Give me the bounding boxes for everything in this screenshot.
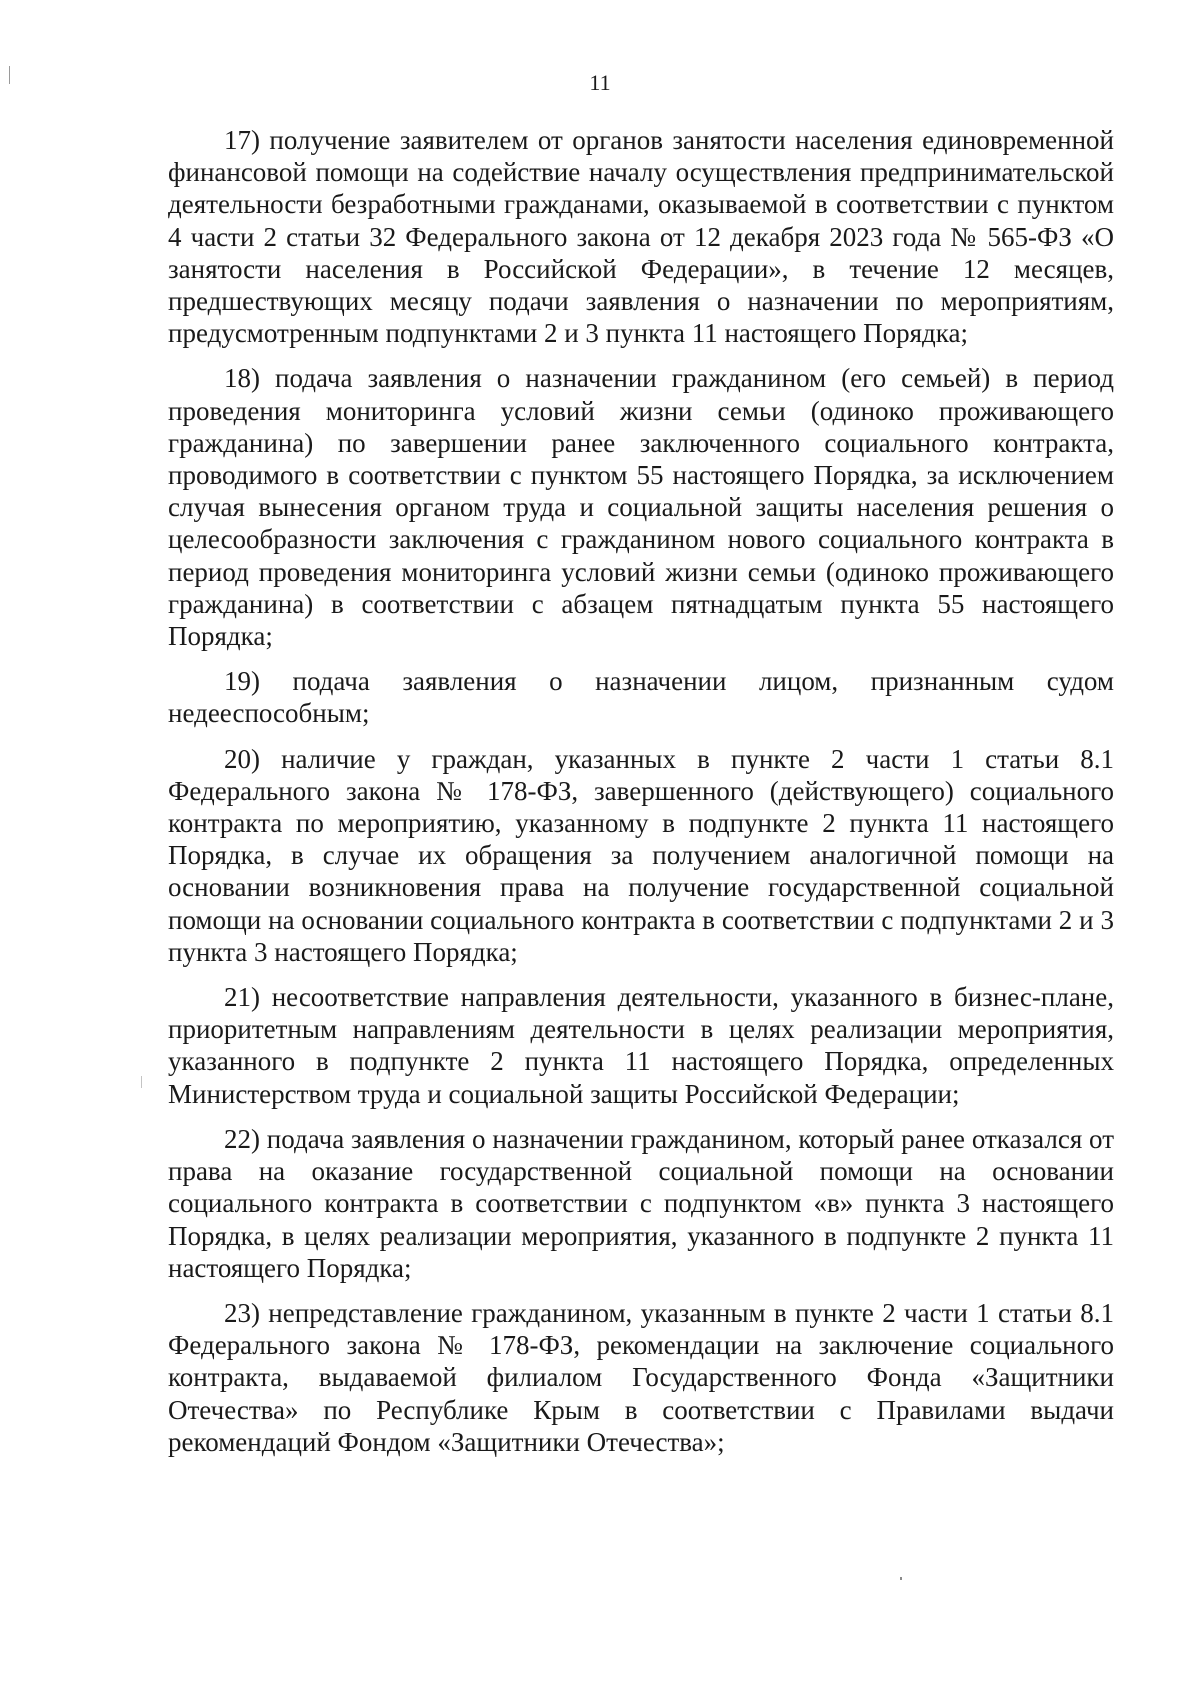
paragraph-item-21: 21) несоответствие направления деятельности, указанного в бизнес-плане, приоритетным направлениям деятельности в целях реализации мероприятия, указанного в подпункте 2 пункта 11 настоящего Порядка, определенных Министерством труда и социальной защиты Российской Федерации; xyxy=(168,982,1114,1109)
paragraph-item-20: 20) наличие у граждан, указанных в пункте 2 части 1 статьи 8.1 Федерального закона № 178-ФЗ, завершенного (действующего) социального контракта по мероприятию, указанному в подпункте 2 пункта 11 настоящего Порядка, в случае их обращения за получением аналогичной помощи на основании возникновения права на получение государственной социальной помощи на основании социального контракта в соответствии с подпунктами 2 и 3 пункта 3 настоящего Порядка; xyxy=(168,743,1114,967)
scan-artifact-mark xyxy=(141,1076,142,1088)
paragraph-item-19: 19) подача заявления о назначении лицом, признанным судом недееспособным; xyxy=(168,666,1114,729)
paragraph-item-17: 17) получение заявителем от органов занятости населения единовременной финансовой помощи на содействие началу осуществления предпринимательской деятельности безработными гражданами, оказываемой в соответствии с пунктом 4 части 2 статьи 32 Федерального закона от 12 декабря 2023 года № 565-ФЗ «О занятости населения в Российской Федерации», в течение 12 месяцев, предшествующих месяцу подачи заявления о назначении по мероприятиям, предусмотренным подпунктами 2 и 3 пункта 11 настоящего Порядка; xyxy=(168,125,1114,349)
paragraph-item-18: 18) подача заявления о назначении гражданином (его семьей) в период проведения мониторинга условий жизни семьи (одиноко проживающего гражданина) по завершении ранее заключенного социального контракта, проводимого в соответствии с пунктом 55 настоящего Порядка, за исключением случая вынесения органом труда и социальной защиты населения решения о целесообразности заключения с гражданином нового социального контракта в период проведения мониторинга условий жизни семьи (одиноко проживающего гражданина) в соответствии с абзацем пятнадцатым пункта 55 настоящего Порядка; xyxy=(168,363,1114,652)
scan-artifact-mark xyxy=(900,1577,902,1580)
paragraph-item-22: 22) подача заявления о назначении гражданином, который ранее отказался от права на оказание государственной социальной помощи на основании социального контракта в соответствии с подпунктом «в» пункта 3 настоящего Порядка, в целях реализации мероприятия, указанного в подпункте 2 пункта 11 настоящего Порядка; xyxy=(168,1123,1114,1283)
document-body xyxy=(168,124,1114,1471)
page-number: 11 xyxy=(589,70,611,95)
paragraph-item-23: 23) непредставление гражданином, указанным в пункте 2 части 1 статьи 8.1 Федерального закона № 178-ФЗ, рекомендации на заключение социального контракта, выдаваемой филиалом Государственного Фонда «Защитники Отечества» по Республике Крым в соответствии с Правилами выдачи рекомендаций Фондом «Защитники Отечества»; xyxy=(168,1297,1114,1457)
